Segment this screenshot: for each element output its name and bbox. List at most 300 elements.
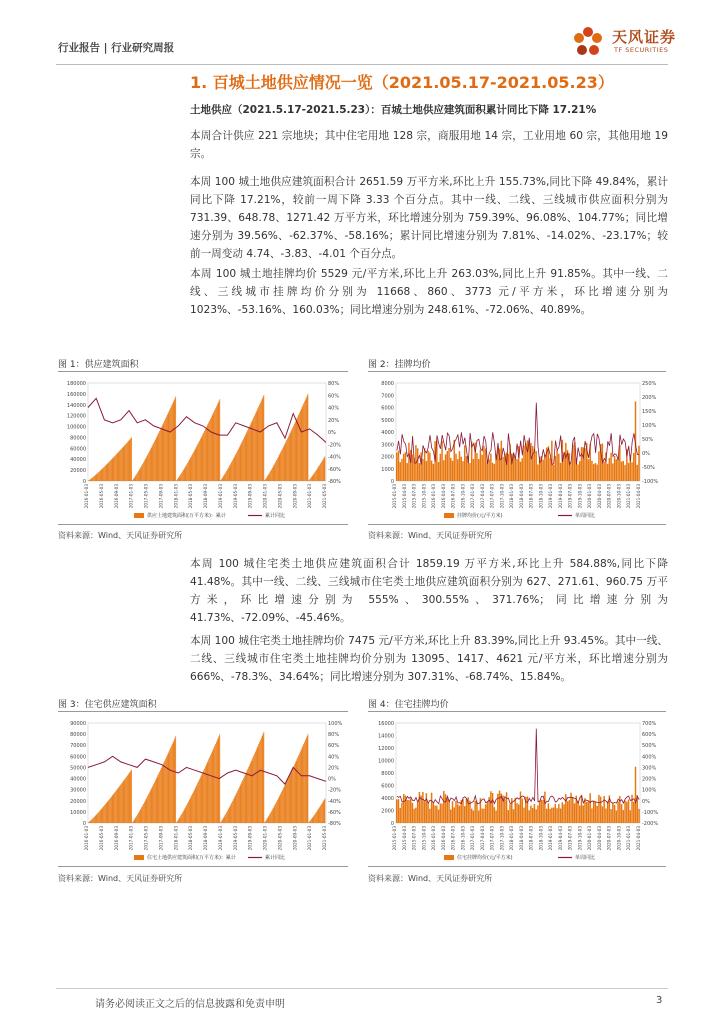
bar (91, 478, 92, 481)
bar (129, 440, 130, 481)
y-tick-label: 4000 (381, 796, 394, 802)
bar (168, 413, 169, 481)
bar (448, 800, 449, 823)
bar (598, 795, 599, 823)
bar (276, 460, 277, 481)
bar (174, 740, 175, 823)
x-tick-label: 2018-05-03 (188, 484, 194, 509)
bar (89, 480, 90, 481)
bar (167, 415, 168, 481)
bar (293, 426, 294, 481)
y-tick-label: 180000 (66, 381, 86, 387)
bar (148, 453, 149, 481)
bar (226, 471, 227, 481)
x-tick-label: 2017-01-03 (128, 826, 134, 851)
bar (530, 806, 531, 823)
bar (206, 427, 207, 481)
bar (277, 800, 278, 823)
bar (291, 770, 292, 823)
y2-tick-label: 100% (642, 787, 657, 794)
bar (426, 461, 427, 481)
bar (268, 475, 269, 481)
bar (315, 813, 316, 823)
bar (105, 466, 106, 481)
bar (130, 772, 131, 823)
x-tick-label: 2020-01-03 (587, 826, 593, 851)
bar (166, 417, 167, 481)
bar (226, 812, 227, 823)
bar (223, 476, 224, 481)
bar (292, 428, 293, 481)
bar (188, 802, 189, 823)
bar (445, 794, 446, 823)
bar (153, 784, 154, 823)
bar (553, 465, 554, 481)
bar (239, 787, 240, 823)
bar (126, 443, 127, 481)
bar (630, 810, 631, 823)
bar (272, 468, 273, 481)
bar (441, 441, 442, 481)
bar (321, 462, 322, 481)
y-tick-label: 8000 (381, 771, 394, 777)
bar (165, 419, 166, 481)
bar (294, 765, 295, 823)
y2-tick-label: 700% (642, 721, 657, 727)
bar (316, 812, 317, 823)
logo-name: 天风证券 (612, 28, 677, 46)
x-tick-label: 2018-01-03 (173, 484, 179, 509)
bar (283, 447, 284, 481)
bar (534, 804, 535, 823)
bar (406, 800, 407, 823)
bar (111, 460, 112, 481)
bar (132, 480, 133, 481)
bar (452, 461, 453, 481)
bar (282, 449, 283, 481)
bar (190, 458, 191, 481)
bar (134, 820, 135, 823)
bar (232, 801, 233, 823)
bar (309, 479, 310, 481)
bar (130, 438, 131, 481)
bar (234, 798, 235, 823)
bar (313, 816, 314, 823)
y2-tick-label: -20% (328, 787, 341, 794)
bar (184, 469, 185, 481)
bar (237, 451, 238, 481)
bar (320, 805, 321, 823)
bar (141, 807, 142, 823)
bar (462, 461, 463, 481)
bar (502, 457, 503, 481)
bar (174, 398, 175, 481)
bar (171, 406, 172, 481)
x-tick-label: 2016-10-03 (460, 484, 466, 509)
bar (260, 403, 261, 481)
bar (251, 423, 252, 481)
bar (287, 438, 288, 481)
bar (305, 740, 306, 823)
bar (542, 800, 543, 823)
y-tick-label: 0 (82, 479, 86, 485)
bar (319, 465, 320, 481)
bar (179, 477, 180, 481)
figure-3-rule (58, 711, 348, 712)
x-tick-label: 2019-10-03 (577, 826, 583, 851)
bar (274, 807, 275, 823)
x-tick-label: 2020-04-03 (596, 484, 602, 509)
bar (556, 450, 557, 481)
bar (124, 779, 125, 823)
bar (150, 791, 151, 823)
bar (555, 804, 556, 823)
bar (224, 815, 225, 823)
bar (208, 424, 209, 481)
bar (324, 800, 325, 823)
bar (193, 452, 194, 481)
bar (195, 449, 196, 481)
bar (588, 459, 589, 481)
bar (637, 465, 638, 481)
bar (419, 463, 420, 481)
bar (242, 441, 243, 481)
bar (314, 472, 315, 481)
bar (97, 813, 98, 823)
bar (280, 454, 281, 481)
bar (309, 821, 310, 823)
bar (268, 817, 269, 823)
bar (249, 765, 250, 823)
bar (172, 404, 173, 481)
bar (189, 460, 190, 481)
bar (175, 397, 176, 481)
x-tick-label: 2016-07-03 (450, 484, 456, 509)
bar (584, 448, 585, 481)
bar (262, 736, 263, 823)
bar (273, 466, 274, 481)
figure-2-title: 图 2：挂牌均价 (368, 360, 431, 370)
bar (565, 794, 566, 823)
bar (265, 479, 266, 481)
y2-tick-label: 100% (642, 423, 657, 429)
bar (102, 807, 103, 823)
bar (213, 414, 214, 481)
bar (466, 799, 467, 823)
bar (235, 796, 236, 823)
bar (285, 443, 286, 481)
bar (196, 447, 197, 481)
bar (279, 797, 280, 823)
bar (295, 763, 296, 823)
x-tick-label: 2018-10-03 (538, 826, 544, 851)
bar (251, 761, 252, 823)
bar (471, 809, 472, 823)
bar (462, 799, 463, 823)
bar (473, 459, 474, 481)
x-tick-label: 2020-07-03 (606, 826, 612, 851)
bar (216, 407, 217, 481)
y-tick-label: 2000 (381, 454, 394, 461)
bar (266, 478, 267, 481)
bar (187, 463, 188, 481)
bar (406, 463, 407, 481)
bar (440, 454, 441, 481)
x-tick-label: 2015-07-03 (411, 484, 417, 509)
bar (243, 778, 244, 823)
bar (515, 798, 516, 823)
bar (515, 458, 516, 481)
bar (196, 446, 197, 481)
bar (455, 454, 456, 481)
bar (207, 763, 208, 823)
bar (118, 788, 119, 823)
bar (108, 800, 109, 823)
bar (450, 809, 451, 823)
bar (118, 452, 119, 481)
x-tick-label: 2020-09-03 (292, 484, 298, 509)
bar (143, 462, 144, 481)
bar (128, 441, 129, 481)
bar (112, 796, 113, 823)
bar (119, 451, 120, 481)
x-tick-label: 2015-10-03 (421, 826, 427, 851)
bar (159, 772, 160, 823)
bar (269, 816, 270, 823)
figure-3-bottom-rule (58, 866, 348, 867)
y-tick-label: 20000 (70, 798, 86, 805)
bar (300, 411, 301, 481)
bar (261, 738, 262, 823)
bar (286, 440, 287, 481)
bar (417, 803, 418, 823)
bar (155, 780, 156, 823)
bar (399, 462, 400, 481)
bar (201, 438, 202, 481)
bar (154, 441, 155, 481)
bar (633, 453, 634, 481)
bar (146, 799, 147, 823)
bar (169, 411, 170, 481)
bar (485, 804, 486, 823)
y2-tick-label: 200% (642, 776, 657, 783)
bar (525, 443, 526, 481)
bar (539, 801, 540, 823)
bar (267, 818, 268, 823)
bar (139, 811, 140, 823)
bar (269, 474, 270, 481)
bar (313, 474, 314, 481)
bar (223, 818, 224, 823)
figure-2-rule (368, 371, 666, 372)
x-tick-label: 2021-01-03 (307, 484, 313, 509)
bar (589, 793, 590, 823)
bar (408, 800, 409, 823)
bar (523, 808, 524, 823)
legend-swatch-bar (134, 855, 144, 860)
bar (284, 445, 285, 481)
bar (96, 815, 97, 823)
bar (441, 804, 442, 823)
bar (273, 808, 274, 823)
bar (92, 819, 93, 823)
bar (323, 801, 324, 823)
y-tick-label: 4000 (381, 430, 394, 436)
bar-series (396, 401, 640, 481)
bar (297, 759, 298, 823)
bar (191, 457, 192, 481)
bar (113, 794, 114, 823)
bar (248, 428, 249, 481)
bar (275, 803, 276, 823)
bar (535, 809, 536, 823)
bar (93, 818, 94, 823)
bar (483, 446, 484, 481)
x-tick-label: 2018-04-03 (518, 484, 524, 509)
x-tick-label: 2018-09-03 (203, 484, 208, 509)
bar (264, 822, 265, 823)
legend-label-bar: 挂牌均价(元/平方米) (457, 513, 503, 519)
bar (619, 445, 620, 481)
bar (494, 807, 495, 823)
logo-subtitle: TF SECURITIES (614, 46, 669, 54)
bar (480, 450, 481, 481)
bar (98, 812, 99, 823)
bar (319, 808, 320, 823)
bar (579, 461, 580, 481)
figure-2-bottom-rule (368, 524, 666, 525)
x-tick-label: 2016-09-03 (113, 826, 119, 851)
bar (572, 797, 573, 823)
bar (138, 813, 139, 823)
bar (199, 441, 200, 481)
bar (246, 432, 247, 481)
y-tick-label: 80000 (70, 732, 86, 739)
bar (185, 808, 186, 823)
bar (104, 466, 105, 481)
bar (143, 804, 144, 823)
bar (144, 461, 145, 481)
bar (133, 479, 134, 481)
bar (598, 451, 599, 481)
y2-tick-label: -50% (642, 465, 655, 471)
x-tick-label: 2020-09-03 (292, 826, 298, 851)
bar (306, 738, 307, 823)
bar (99, 811, 100, 823)
bar (233, 459, 234, 481)
x-tick-label: 2018-10-03 (538, 484, 544, 509)
bar (408, 443, 409, 481)
bar (596, 806, 597, 823)
page-number: 3 (656, 995, 663, 1006)
bar (133, 821, 134, 823)
bar (306, 398, 307, 481)
bar (427, 451, 428, 481)
bar (549, 458, 550, 481)
x-tick-label: 2019-09-03 (247, 826, 253, 851)
bar (146, 458, 147, 481)
bar (190, 798, 191, 823)
y2-tick-label: 500% (642, 743, 657, 750)
bar (158, 775, 159, 823)
bar (308, 822, 309, 823)
bar (427, 802, 428, 823)
bar (208, 759, 209, 823)
bar (179, 818, 180, 823)
bar (220, 480, 221, 481)
y2-tick-label: -20% (328, 442, 341, 449)
bar (115, 791, 116, 823)
x-tick-label: 2019-04-03 (557, 826, 563, 851)
x-tick-label: 2016-01-03 (84, 484, 89, 509)
bar (235, 456, 236, 481)
bar (126, 777, 127, 823)
bar (460, 457, 461, 481)
bar (119, 452, 120, 481)
bar (293, 767, 294, 823)
bar (123, 781, 124, 823)
bar (222, 478, 223, 481)
bar (204, 431, 205, 481)
bar (436, 806, 437, 823)
bar (294, 424, 295, 481)
y2-tick-label: -100% (642, 479, 659, 485)
y-tick-label: 60000 (70, 754, 86, 761)
bar (300, 752, 301, 823)
bar (631, 795, 632, 823)
bar (202, 436, 203, 481)
legend-swatch-bar (444, 855, 454, 860)
bar (290, 774, 291, 823)
bar (508, 810, 509, 823)
bar (141, 808, 142, 823)
x-tick-label: 2017-09-03 (158, 484, 164, 509)
bar (267, 476, 268, 481)
x-tick-label: 2017-01-03 (128, 484, 134, 509)
bar (102, 808, 103, 823)
bar (115, 455, 116, 481)
bar (230, 465, 231, 481)
bar (624, 465, 625, 481)
bar (185, 466, 186, 481)
bar (99, 471, 100, 481)
bar (603, 461, 604, 481)
bar (591, 808, 592, 823)
bar (153, 443, 154, 481)
bar (167, 755, 168, 823)
bar (225, 814, 226, 823)
figure-4-bottom-rule (368, 866, 666, 867)
bar (229, 467, 230, 481)
x-tick-label: 2015-04-03 (401, 484, 407, 509)
bar (283, 788, 284, 823)
y-tick-label: 6000 (381, 783, 394, 790)
bar (565, 443, 566, 481)
bar (584, 798, 585, 823)
y2-tick-label: -60% (328, 466, 341, 473)
y2-tick-label: 80% (328, 381, 340, 387)
bar (302, 748, 303, 823)
bar (131, 437, 132, 481)
bar (605, 808, 606, 823)
bar (215, 744, 216, 823)
bar (581, 447, 582, 481)
bar (443, 791, 444, 823)
bar (200, 778, 201, 823)
bar (180, 816, 181, 823)
bar (253, 417, 254, 481)
bar (160, 429, 161, 481)
